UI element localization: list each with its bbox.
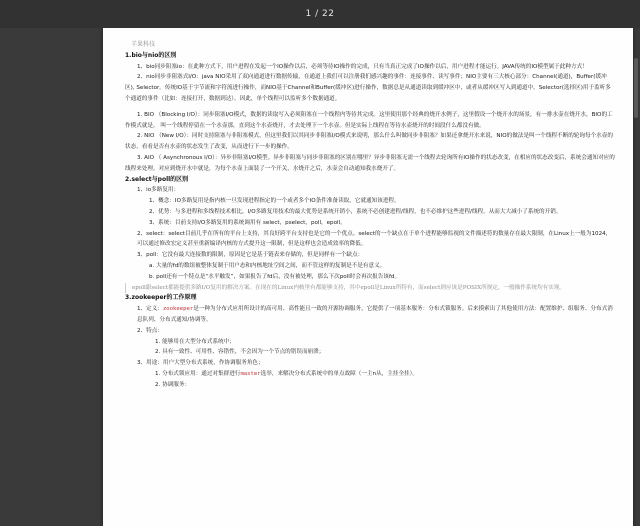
inline-code: zookeeper xyxy=(162,306,194,313)
page-indicator: 1 / 22 xyxy=(305,9,335,19)
paragraph: 1. BIO （Blocking I/O）：同步阻塞I/O模式，数据的读取写入必须阻塞在一个线程内等待其完成。这里使用那个经典的烧开水例子，这里假设一个烧开水的场景，有一排水壶在烧开水，BIO的工作模式就是， 叫一个线程停留在一个水壶那，直到这个水壶烧开，才去处理下一个水壶。但是实际上线程在等待水壶烧开的时间段什么都没有做。 xyxy=(125,111,613,129)
section-title-select-poll: 2.select与poll的区别 xyxy=(125,175,189,183)
list-item: b. poll还有一个特点是“水平触发”，如果报告了fd后，没有被处理，那么下次poll时会再次报告该fd。 xyxy=(149,273,401,280)
list-item: 1. 能够用在大型分布式系统中； xyxy=(155,338,235,345)
text: 1. 分布式锁应用：通过对集群进行 xyxy=(155,370,241,377)
list-item: a. 大量的fd的数组被整体复制于用户态和内核地址空间之间，而不管这样的复制是不是有意义。 xyxy=(149,262,386,269)
list-item xyxy=(125,304,615,326)
document-page xyxy=(103,28,633,526)
list-item: 2、select：select目前几乎在所有的平台上支持，其良好跨平台支持也是它的一个优点。select的一个缺点在于单个进程能够监视的文件描述符的数量存在最大限制，在Linux上一般为1024，可以通过修改宏定义甚至重新编译内核的方式提升这一限制，但是这样也会造成效率的降低。 xyxy=(137,230,612,248)
viewer-toolbar xyxy=(0,0,640,28)
document-viewer[interactable] xyxy=(0,28,640,526)
list-item: 3、poll：它没有最大连接数的限制，原因是它是基于链表来存储的，但是同样有一个缺点： xyxy=(137,252,364,259)
list-item: 1、概念：IO多路复用是指内核一旦发现进程指定的一个或者多个IO条件准备读取，它就通知该进程。 xyxy=(149,198,400,205)
list-item: 2、优势：与多进程和多线程技术相比，I/O多路复用技术的最大优势是系统开销小，系统不必创建进程/线程，也不必维护这些进程/线程，从而大大减小了系统的开销。 xyxy=(149,208,562,215)
list-item: 2. 协调服务： xyxy=(155,381,191,388)
scrollbar[interactable] xyxy=(634,58,638,118)
blockquote: epoll跟select都能提供多路I/O复用的解决方案。在现在的Linux内核里有都能够支持，其中epoll是Linux所特有，而select则应该是POSIX所规定，一般操作系统均有实现。 xyxy=(125,283,615,294)
text: 1、定义： xyxy=(137,306,163,313)
list-item: 2. 具有一致性、可用性、容错性，不会因为一个节点的错误而崩溃； xyxy=(155,349,325,356)
watermark: 羊果科技 xyxy=(131,41,156,48)
list-item: 3、系统：目前支持I/O多路复用的系统调用有 select，pselect，poll，epoll。 xyxy=(149,219,346,226)
text: 是一种为分布式应用所设计的高可用、高性能且一致的开源协调服务，它提供了一项基本服务：分布式锁服务。后来摸索出了其他使用方法：配置维护、组服务、分布式消息队列、分布式通知/协调等。 xyxy=(137,306,613,323)
list-item: 1、io多路复用： xyxy=(137,187,180,194)
section-title-bio-nio: 1.bio与nio的区别 xyxy=(125,51,177,59)
paragraph: 3. AIO （ Asynchronous I/O）：异步非阻塞I/O模型。异步非阻塞与同步非阻塞的区别在哪里？异步非阻塞无需一个线程去轮询所有IO操作的状态改变，在相应的状态改变后，系统会通知对应的线程来处理。对应到烧开水中就是，为每个水壶上面装了一个开关，水烧开之后，水壶会自动通知我水烧开了。 xyxy=(125,154,615,172)
paragraph: 1、bio同步阻塞io：在此种方式下，用户进程在发起一个IO操作以后，必须等待IO操作的完成，只有当真正完成了IO操作以后，用户进程才能运行。JAVA传统的IO模型属于此种方式！ xyxy=(137,63,588,70)
text: 选举，来解决分布式系统中的单点故障（一主n从，主挂全挂）。 xyxy=(260,370,419,377)
paragraph: 2、nio同步非阻塞式I/O：java NIO采用了双向通道进行数据传输，在通道上我们可以注册我们感兴趣的事件：连接事件、读写事件；NIO主要有三大核心部分：Channel(通道)，Buffer(缓冲区), Selector。传统IO基于字节流和字符流进行操作，而NIO基于Channel和Buffer(缓冲区)进行操作，数据总是从通道读取到缓冲区中，或者从缓冲区写入到通道中。Selector(选择区)用于监听多个通道的事件（比如：连接打开，数据到达）。因此，单个线程可以监听多个数据通道。 xyxy=(125,74,611,102)
section-title-zookeeper: 3.zookeeper的工作原理 xyxy=(125,294,197,302)
list-item xyxy=(125,369,615,380)
page-content xyxy=(125,40,615,391)
list-item: 3、用途：用户大型分布式系统，作协调服务角色； xyxy=(137,360,264,367)
paragraph: 2. NIO （New I/O）：同时支持阻塞与非阻塞模式，但这里我们以其同步非阻塞I/O模式来说明，那么什么叫做同步非阻塞？如果还拿烧开水来说，NIO的做法是叫一个线程不断的轮询每个水壶的状态，看看是否有水壶的状态发生了改变，从而进行下一步的操作。 xyxy=(125,133,613,151)
inline-code: master xyxy=(240,370,261,377)
list-item: 2、特点： xyxy=(137,327,163,334)
